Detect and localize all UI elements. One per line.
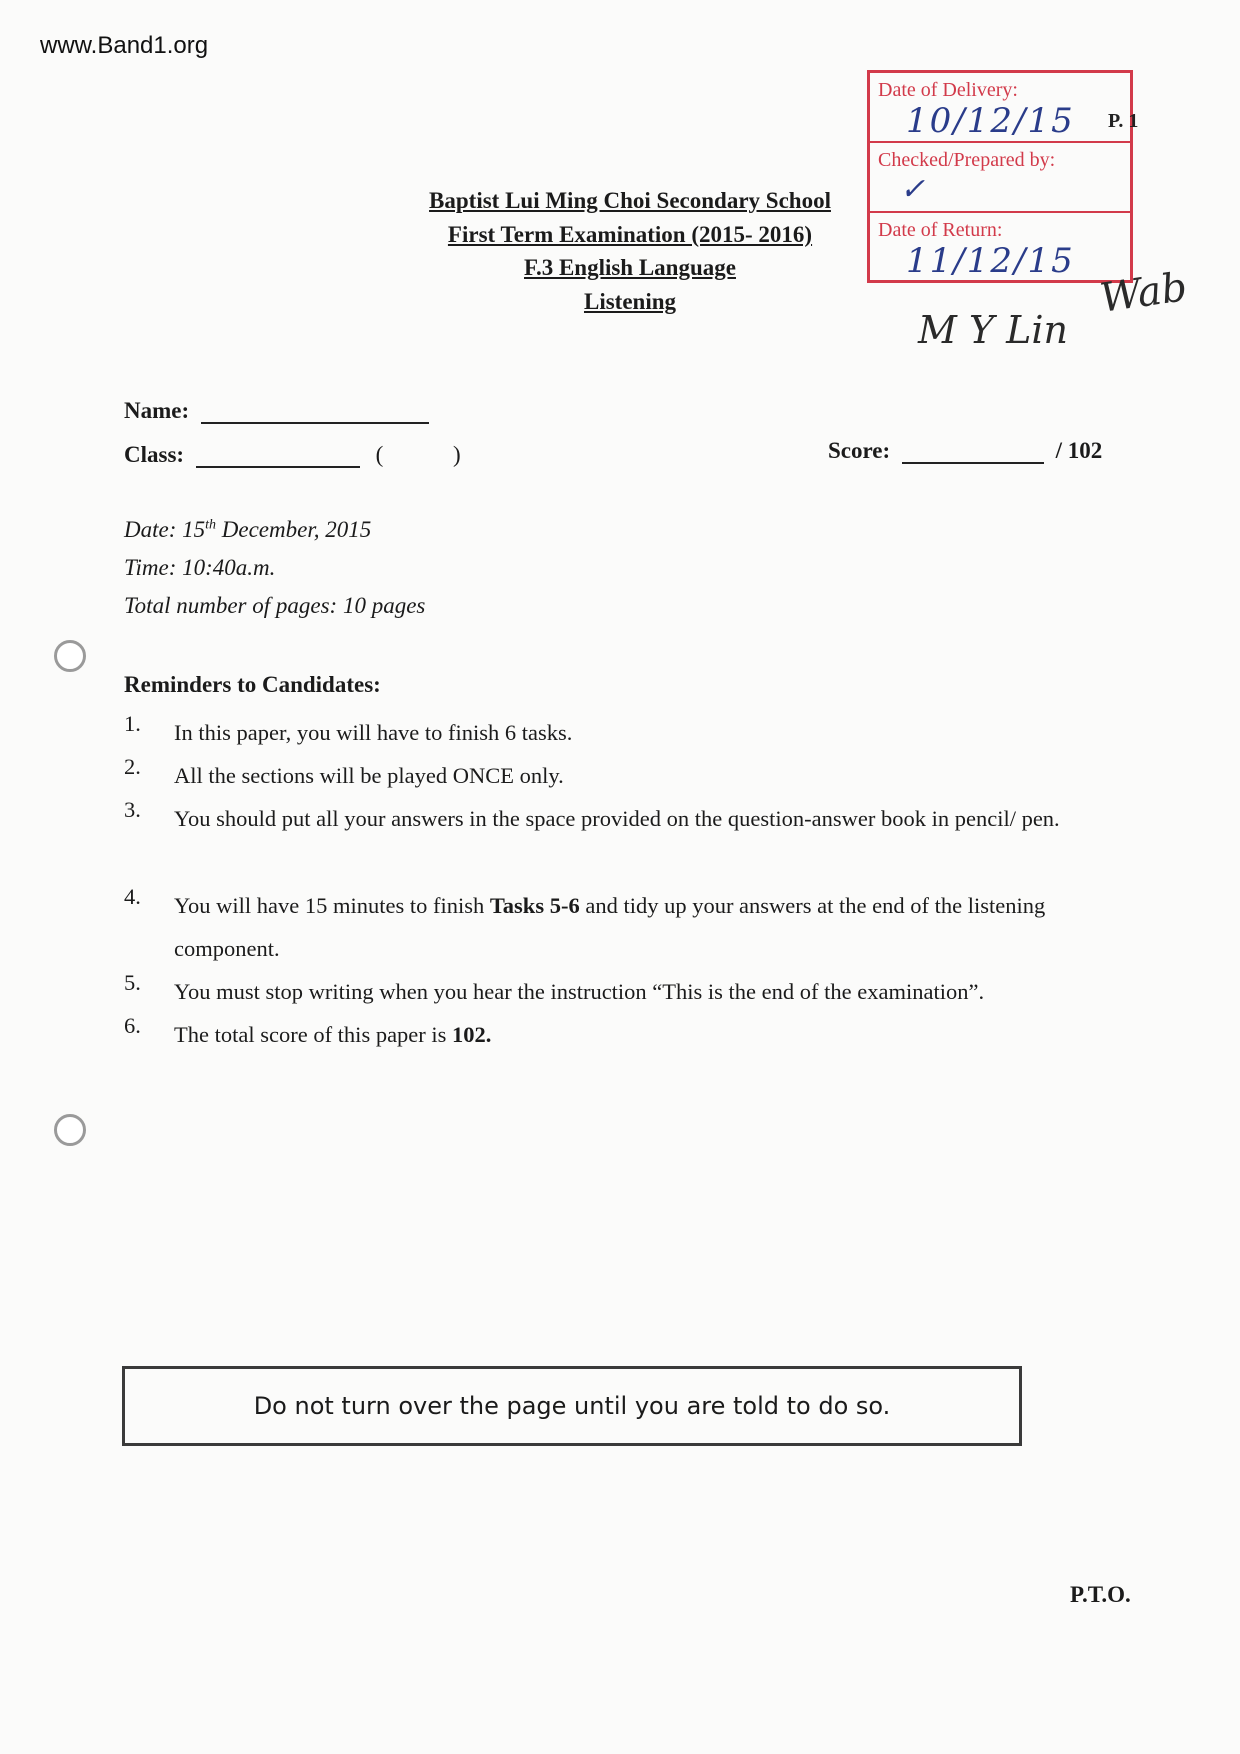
score-total: / 102 [1055, 438, 1103, 463]
handwritten-signature: Wab [1097, 264, 1190, 322]
subject-name: F.3 English Language [524, 255, 736, 280]
do-not-turn-notice: Do not turn over the page until you are told to do so. [122, 1366, 1022, 1446]
stamp-row-return [870, 213, 1130, 283]
punch-hole-icon [54, 1114, 86, 1146]
exam-cover-page: www.Band1.org Date of Delivery: 10/12/15 Checked/Prepared by: Date of Return: 11/12/15 ✓ P. 1 M Y Lin Wab Baptist Lui Ming Choi Secondary School First Term Examination (2015- 2016) F.3 English Language Listening Name: Class: ( ) Score: / 102 Date: 15th December, 2015 Time: 10:40a.m. Total number of pages: 10 pages Reminders to Candidates: 1. In this paper, you will have to finish 6 tasks. 2. All the sections will be played ONCE only. 3. You should put all your answers in the space provided on the question-answer book in pencil/ pen. 4. You will have 15 minutes to finish Tasks 5-6 and tidy up your answers at the end of the listening component. 5. You must stop writing when you hear the instruction “This is the end of the examination”. 6. The total score of this paper is 102. Do not turn over the page until you are told to do so. P.T.O. [40, 32, 1190, 1607]
handwritten-initials: M Y Lin [918, 308, 1069, 352]
checker-initial-mark: ✓ [900, 172, 926, 207]
stamp-return-label: Date of Return: [878, 219, 1003, 241]
name-label: Name: [124, 398, 190, 423]
name-blank[interactable] [201, 400, 429, 424]
score-blank[interactable] [902, 440, 1044, 464]
class-label: Class: [124, 442, 185, 467]
class-number-open-paren: ( [375, 442, 384, 467]
class-number-close-paren: ) [452, 442, 461, 467]
exam-header [370, 184, 890, 318]
score-field [828, 438, 1102, 464]
stamp-checked-label: Checked/Prepared by: [878, 149, 1056, 171]
class-field [124, 442, 461, 468]
stamp-row-delivery [870, 73, 1130, 143]
name-field [124, 398, 429, 424]
stamp-delivery-value: 10/12/15 [906, 101, 1075, 141]
score-label: Score: [828, 438, 891, 463]
reminders-title: Reminders to Candidates: [124, 672, 381, 697]
exam-page-count: Total number of pages: 10 pages [124, 593, 426, 618]
site-watermark: www.Band1.org [40, 32, 209, 59]
exam-date: Date: 15th December, 2015 [124, 517, 372, 542]
page-number: P. 1 [1108, 110, 1139, 132]
stamp-return-value: 11/12/15 [906, 241, 1075, 281]
class-blank[interactable] [196, 444, 360, 468]
school-name: Baptist Lui Ming Choi Secondary School [429, 188, 831, 213]
exam-name: First Term Examination (2015- 2016) [447, 221, 813, 247]
pto-label: P.T.O. [1070, 1582, 1131, 1607]
exam-time: Time: 10:40a.m. [124, 555, 276, 580]
paper-name: Listening [583, 288, 677, 314]
punch-hole-icon [54, 640, 86, 672]
stamp-delivery-label: Date of Delivery: [878, 79, 1018, 101]
